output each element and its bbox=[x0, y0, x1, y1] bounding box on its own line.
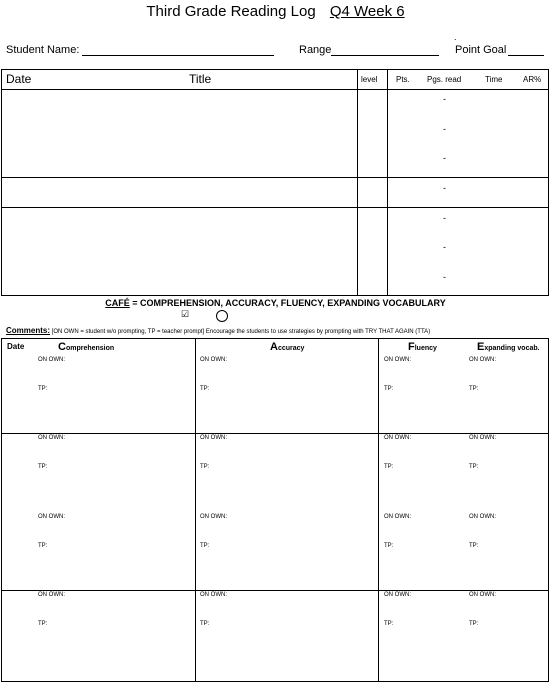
col-date: Date bbox=[6, 72, 32, 86]
range-label: Range bbox=[299, 44, 332, 56]
col-pts: Pts. bbox=[396, 75, 410, 84]
on-own-label: ON OWN: bbox=[384, 357, 411, 363]
on-own-label: ON OWN: bbox=[200, 357, 227, 363]
log-col-divider bbox=[357, 69, 358, 296]
comments-label: Comments: bbox=[6, 326, 51, 335]
col-title: Title bbox=[189, 72, 212, 86]
tp-label: TP: bbox=[200, 621, 210, 627]
on-own-label: ON OWN: bbox=[469, 514, 496, 520]
tp-label: TP: bbox=[384, 621, 394, 627]
point-goal-label: Point Goal bbox=[455, 44, 507, 56]
strategy-row-divider bbox=[1, 433, 549, 434]
tp-label: TP: bbox=[469, 464, 479, 470]
tp-label: TP: bbox=[200, 386, 210, 392]
pages-dash: - bbox=[443, 272, 446, 282]
on-own-label: ON OWN: bbox=[200, 514, 227, 520]
strategy-table-border bbox=[1, 338, 549, 682]
log-col-divider bbox=[387, 69, 388, 296]
on-own-label: ON OWN: bbox=[200, 435, 227, 441]
tp-label: TP: bbox=[469, 621, 479, 627]
page-title bbox=[0, 3, 551, 20]
col-ar: AR% bbox=[523, 75, 542, 84]
cafe-heading bbox=[0, 298, 551, 308]
student-name-label: Student Name: bbox=[6, 44, 80, 56]
tp-label: TP: bbox=[384, 543, 394, 549]
point-goal-field[interactable] bbox=[508, 55, 544, 56]
strategy-date-header: Date bbox=[7, 342, 25, 351]
section-expanding-vocab: Expanding vocab. bbox=[477, 341, 540, 353]
pages-dash: - bbox=[443, 153, 446, 163]
student-name-field[interactable] bbox=[82, 55, 274, 56]
cafe-prefix: CAFÉ bbox=[105, 298, 130, 308]
tp-label: TP: bbox=[469, 386, 479, 392]
strategy-top-divider bbox=[1, 338, 549, 339]
tp-label: TP: bbox=[384, 386, 394, 392]
circle-icon[interactable] bbox=[216, 310, 228, 322]
pages-dash: - bbox=[443, 183, 446, 193]
dot-mark: . bbox=[454, 32, 457, 42]
on-own-label: ON OWN: bbox=[38, 357, 65, 363]
checkbox-icon[interactable]: ☑ bbox=[181, 309, 190, 319]
tp-label: TP: bbox=[38, 464, 48, 470]
pages-dash: - bbox=[443, 242, 446, 252]
on-own-label: ON OWN: bbox=[469, 435, 496, 441]
log-header-divider bbox=[1, 89, 549, 90]
week-label: Q4 Week 6 bbox=[329, 3, 405, 20]
tp-label: TP: bbox=[384, 464, 394, 470]
tp-label: TP: bbox=[38, 543, 48, 549]
tp-label: TP: bbox=[200, 464, 210, 470]
pages-dash: - bbox=[443, 124, 446, 134]
cafe-text: = COMPREHENSION, ACCURACY, FLUENCY, EXPANDING VOCABULARY bbox=[129, 298, 446, 308]
tp-label: TP: bbox=[38, 621, 48, 627]
on-own-label: ON OWN: bbox=[469, 592, 496, 598]
pages-dash: - bbox=[443, 94, 446, 104]
tp-label: TP: bbox=[469, 543, 479, 549]
range-field[interactable] bbox=[331, 55, 439, 56]
on-own-label: ON OWN: bbox=[200, 592, 227, 598]
on-own-label: ON OWN: bbox=[384, 435, 411, 441]
col-time: Time bbox=[485, 75, 503, 84]
log-row-divider bbox=[1, 177, 549, 178]
comments-text: [ON OWN = student w/o prompting, TP = teacher prompt] Encourage the students to use strategies by prompting with TRY THAT AGAIN (TTA) bbox=[50, 329, 431, 335]
log-table-border bbox=[1, 69, 549, 296]
section-comprehension: Comprehension bbox=[58, 341, 115, 353]
col-pgs-read: Pgs. read bbox=[427, 75, 462, 84]
on-own-label: ON OWN: bbox=[469, 357, 496, 363]
log-row-divider bbox=[1, 207, 549, 208]
tp-label: TP: bbox=[200, 543, 210, 549]
on-own-label: ON OWN: bbox=[38, 514, 65, 520]
strategy-row-divider bbox=[1, 590, 549, 591]
comments-line bbox=[6, 326, 430, 335]
on-own-label: ON OWN: bbox=[38, 435, 65, 441]
section-fluency: Fluency bbox=[408, 341, 437, 353]
section-accuracy: Accuracy bbox=[270, 341, 305, 353]
pages-dash: - bbox=[443, 213, 446, 223]
on-own-label: ON OWN: bbox=[384, 514, 411, 520]
on-own-label: ON OWN: bbox=[38, 592, 65, 598]
strategy-col-divider bbox=[378, 338, 379, 682]
title-text: Third Grade Reading Log bbox=[146, 3, 316, 20]
tp-label: TP: bbox=[38, 386, 48, 392]
on-own-label: ON OWN: bbox=[384, 592, 411, 598]
strategy-col-divider bbox=[195, 338, 196, 682]
col-level: level bbox=[361, 75, 378, 84]
